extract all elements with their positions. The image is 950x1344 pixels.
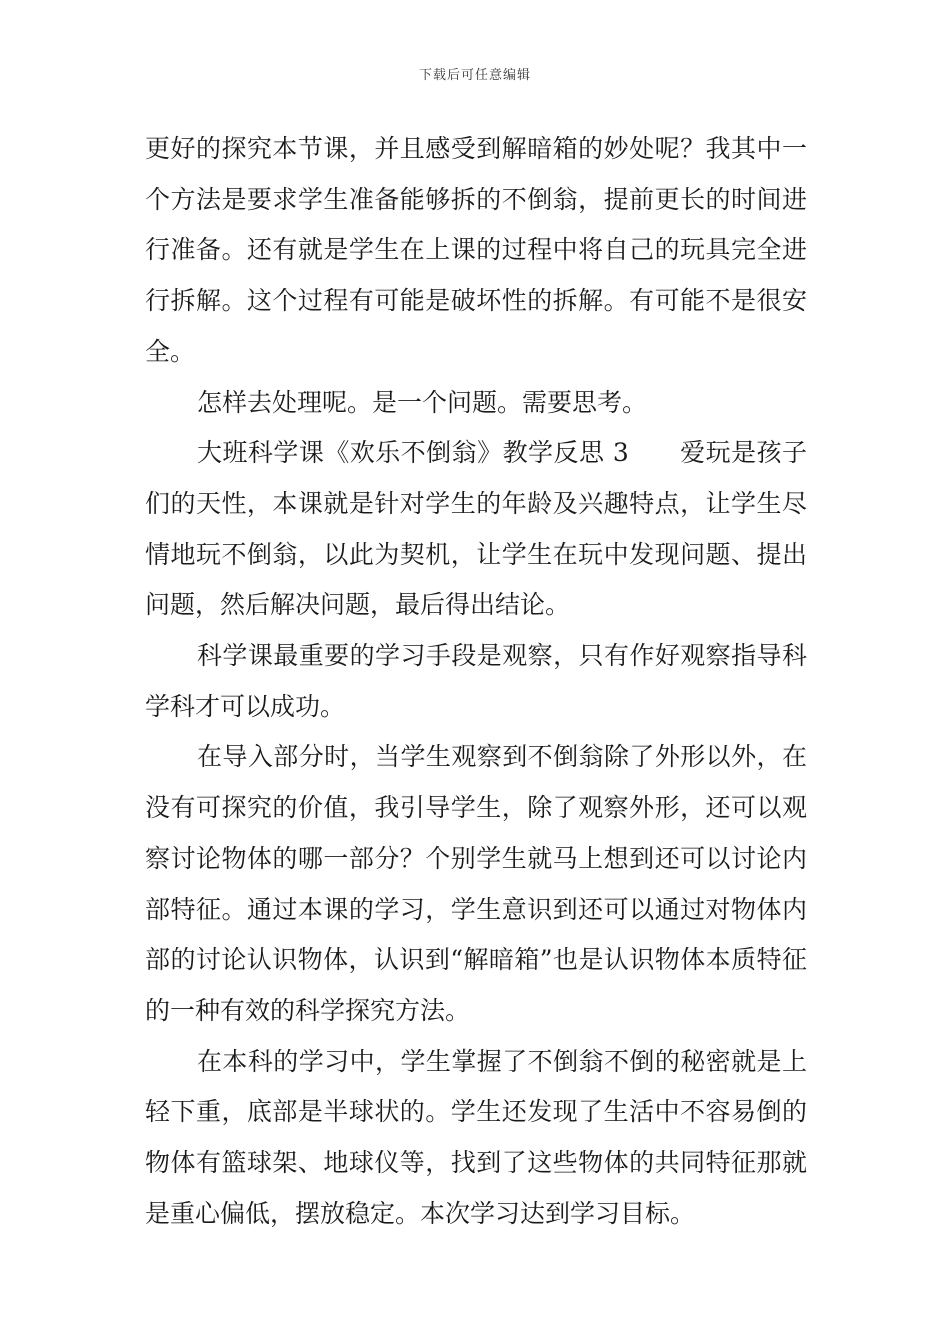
document-body (145, 124, 807, 1239)
paragraph: 在导入部分时，当学生观察到不倒翁除了外形以外，在没有可探究的价值，我引导学生，除了观察外形，还可以观察讨论物体的哪一部分？个别学生就马上想到还可以讨论内部特征。通过本课的学习，学生意识到还可以通过对物体内部的讨论认识物体，认识到“解暗箱”也是认识物体本质特征的一种有效的科学探究方法。 (145, 742, 807, 1025)
paragraph: 科学课最重要的学习手段是观察，只有作好观察指导科学科才可以成功。 (145, 641, 807, 721)
page-header: 下载后可任意编辑 (418, 68, 531, 83)
paragraph-section-heading: 大班科学课《欢乐不倒翁》教学反思 3 爱玩是孩子们的天性，本课就是针对学生的年龄及兴趣特点，让学生尽情地玩不倒翁，以此为契机，让学生在玩中发现问题、提出问题，然后解决问题，最后得出结论。 (145, 438, 807, 620)
paragraph: 在本科的学习中，学生掌握了不倒翁不倒的秘密就是上轻下重，底部是半球状的。学生还发现了生活中不容易倒的物体有篮球架、地球仪等，找到了这些物体的共同特征那就是重心偏低，摆放稳定。本次学习达到学习目标。 (145, 1046, 807, 1228)
paragraph-continuation: 更好的探究本节课，并且感受到解暗箱的妙处呢？我其中一个方法是要求学生准备能够拆的不倒翁，提前更长的时间进行准备。还有就是学生在上课的过程中将自己的玩具完全进行拆解。这个过程有可能是破坏性的拆解。有可能不是很安全。 (145, 134, 807, 366)
paragraph: 怎样去处理呢。是一个问题。需要思考。 (197, 387, 648, 417)
